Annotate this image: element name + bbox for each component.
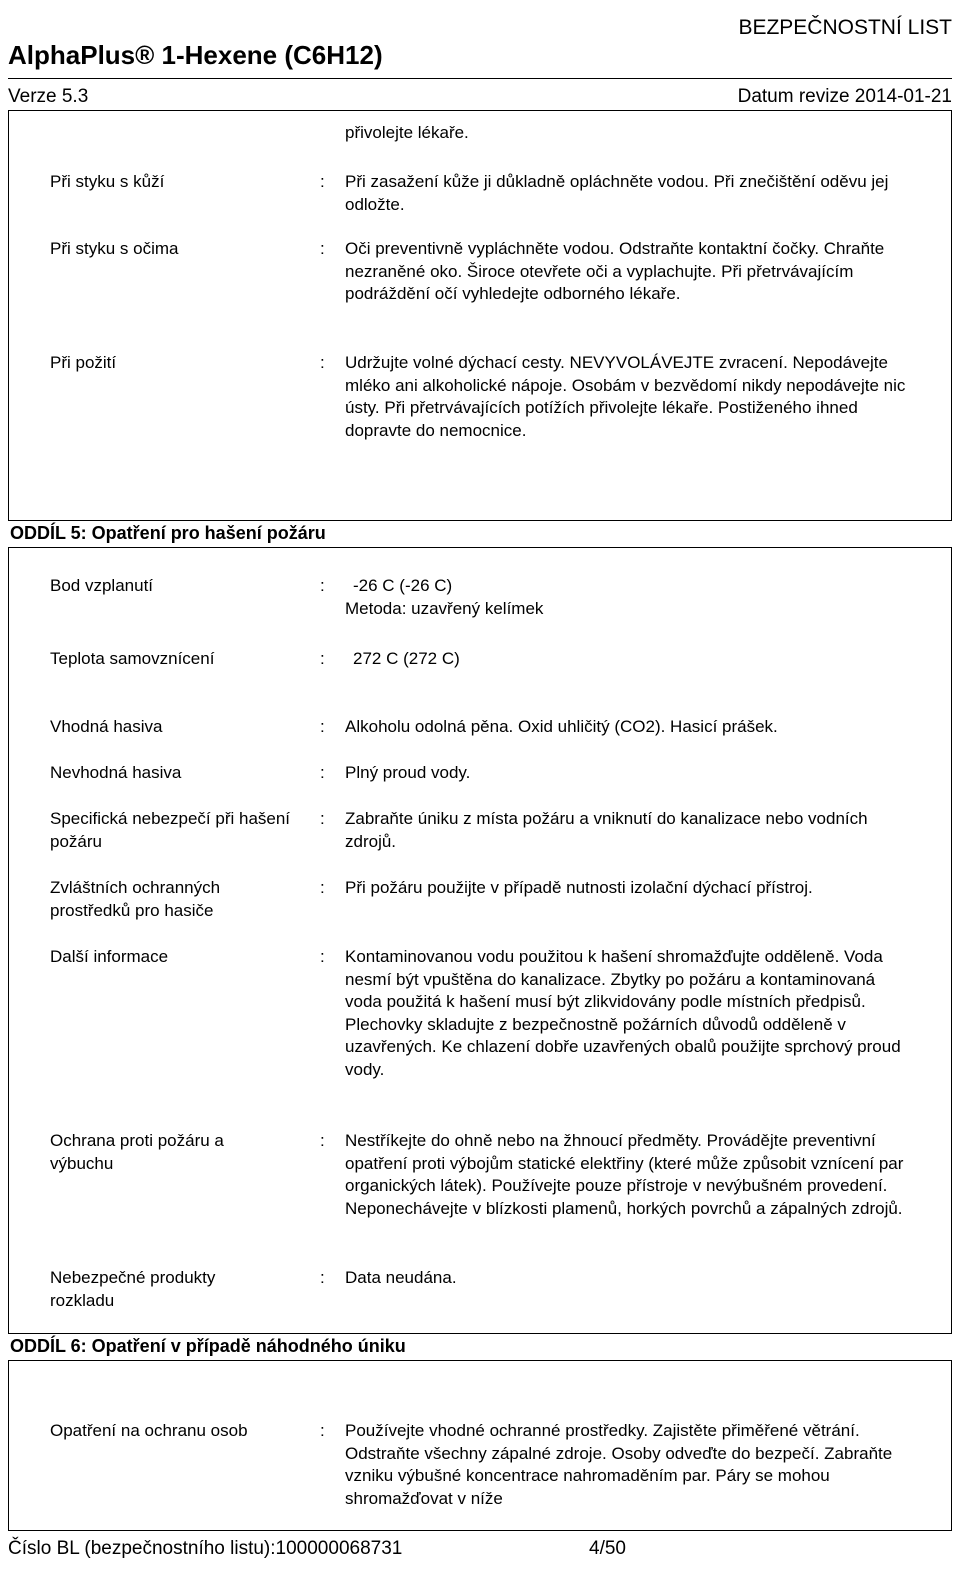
- field-label: Při styku s kůží: [50, 172, 165, 191]
- field-label: Nevhodná hasiva: [50, 763, 182, 782]
- header-bottom-divider: [8, 110, 952, 111]
- version: Verze 5.3: [8, 86, 89, 107]
- section-5-title: ODDÍL 5: Opatření pro hašení požáru: [8, 520, 952, 548]
- field-value: Oči preventivně vypláchněte vodou. Odstraňte kontaktní čočky. Chraňte nezraněné oko. Široce otevřete oči a vyplachujte. Při přetrvávajícím podráždění očí vyhledejte odborného lékaře.: [345, 239, 885, 303]
- sds-number: Číslo BL (bezpečnostního listu):100000068731: [8, 1538, 403, 1559]
- field-label: Specifická nebezpečí při hašení požáru: [50, 809, 291, 851]
- field-label: Teplota samovznícení: [50, 649, 215, 668]
- field-value: Plný proud vody.: [345, 763, 471, 782]
- footer-divider: [8, 1530, 952, 1531]
- page-frame-left: [8, 110, 9, 1530]
- header-divider: [8, 78, 952, 79]
- field-value: Používejte vhodné ochranné prostředky. Zajistěte přiměřené větrání. Odstraňte všechny zápalné zdroje. Osoby odveďte do bezpečí. Zabraňte vzniku výbušné koncentrace nahromaděním par. Páry se mohou shromažďovat v níže: [345, 1421, 893, 1508]
- field-label: Bod vzplanutí: [50, 576, 154, 595]
- field-label: Vhodná hasiva: [50, 717, 163, 736]
- field-value: Data neudána.: [345, 1268, 457, 1287]
- field-value: Při zasažení kůže ji důkladně opláchněte vodou. Při znečištění oděvu jej odložte.: [345, 172, 889, 214]
- product-name: AlphaPlus® 1-Hexene (C6H12): [8, 40, 383, 70]
- field-label: Další informace: [50, 947, 169, 966]
- field-value: Nestříkejte do ohně nebo na žhnoucí předměty. Provádějte preventivní opatření proti výbojům statické elektřiny (které může způsobit vznícení par organických látek). Používejte pouze přístroje v nevýbušném provedení. Neponechávejte v blízkosti plamenů, horkých povrchů a zápalných zdrojů.: [345, 1131, 904, 1218]
- field-value: 272 C (272 C): [353, 649, 460, 668]
- field-label: Při požití: [50, 353, 117, 372]
- page-number: 4/50: [589, 1538, 626, 1559]
- revision-date: Datum revize 2014-01-21: [737, 86, 952, 107]
- section-6-title: ODDÍL 6: Opatření v případě náhodného úniku: [8, 1333, 952, 1361]
- field-label: Nebezpečné produkty rozkladu: [50, 1268, 216, 1310]
- field-value: Při požáru použijte v případě nutnosti izolační dýchací přístroj.: [345, 878, 813, 897]
- field-value: Alkoholu odolná pěna. Oxid uhličitý (CO2). Hasicí prášek.: [345, 717, 778, 736]
- field-value: Udržujte volné dýchací cesty. NEVYVOLÁVEJTE zvracení. Nepodávejte mléko ani alkoholické nápoje. Osobám v bezvědomí nikdy nepodávejte nic ústy. Při přetrvávajících potížích přivolejte lékaře. Postiženého ihned dopravte do nemocnice.: [345, 353, 906, 440]
- page-frame-right: [951, 110, 952, 1530]
- field-value: Zabraňte úniku z místa požáru a vniknutí do kanalizace nebo vodních zdrojů.: [345, 809, 868, 851]
- field-label: Ochrana proti požáru a výbuchu: [50, 1131, 224, 1173]
- field-label: Zvláštních ochranných prostředků pro hasiče: [50, 878, 221, 920]
- field-label: Při styku s očima: [50, 239, 179, 258]
- field-value: Kontaminovanou vodu použitou k hašení shromažďujte odděleně. Voda nesmí být vpuštěna do kanalizace. Zbytky po požáru a kontaminovaná voda použitá k hašení musí být zlikvidovány podle místních předpisů. Plechovky skladujte z bezpečnostně požárních důvodů odděleně v uzavřených. Ke chlazení dobře uzavřených obalů použijte sprchový proud vody.: [345, 947, 901, 1079]
- document-type: BEZPEČNOSTNÍ LIST: [738, 16, 952, 39]
- field-value: -26 C (-26 C): [353, 576, 453, 595]
- field-label: Opatření na ochranu osob: [50, 1421, 248, 1440]
